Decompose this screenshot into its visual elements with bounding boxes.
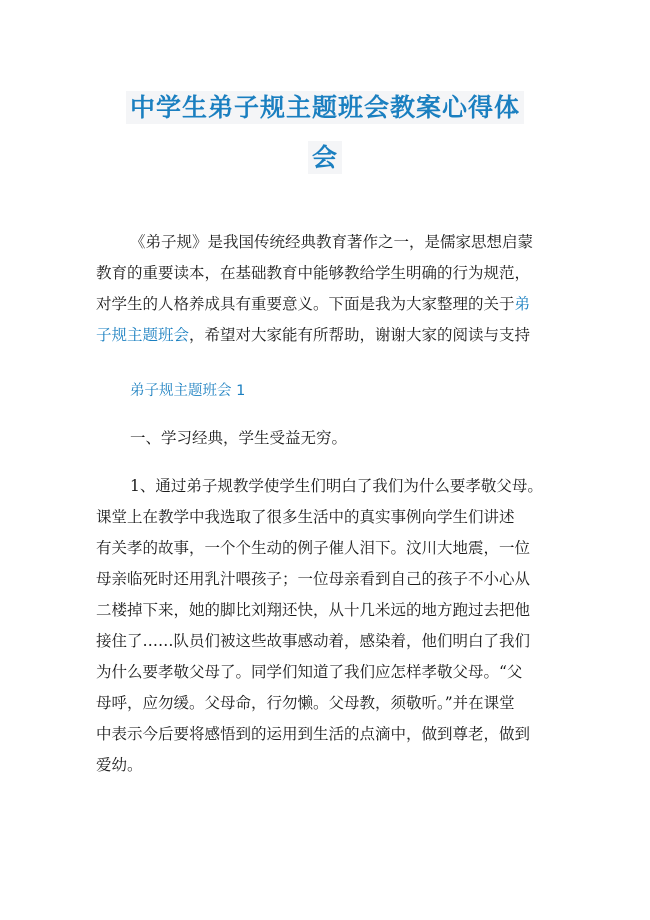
- paragraph-line: 母亲临死时还用乳汁喂孩子；一位母亲看到自己的孩子不小心从: [96, 570, 531, 588]
- document-title-line-2: [0, 138, 650, 178]
- intro-link-end[interactable]: 子规主题班会: [96, 326, 190, 344]
- intro-paragraph: [96, 227, 556, 351]
- section-heading[interactable]: 弟子规主题班会 1: [130, 383, 246, 399]
- document-title-line-1: [0, 88, 650, 128]
- intro-line: [96, 289, 556, 320]
- paragraph-line: 接住了……队员们被这些故事感动着，感染着，他们明白了我们: [96, 632, 531, 650]
- paragraph-line: 有关孝的故事，一个个生动的例子催人泪下。汶川大地震，一位: [96, 539, 531, 557]
- intro-text: 对学生的人格养成具有重要意义。下面是我为大家整理的关于: [96, 295, 515, 313]
- paragraph-line: 中表示今后要将感悟到的运用到生活的点滴中，做到尊老，做到: [96, 725, 531, 743]
- paragraph-line: 1、通过弟子规教学使学生们明白了我们为什么要孝敬父母。: [130, 477, 543, 495]
- intro-link-start[interactable]: 弟: [514, 295, 531, 313]
- intro-line: 教育的重要读本，在基础教育中能够教给学生明确的行为规范，: [96, 264, 531, 282]
- intro-line: 《弟子规》是我国传统经典教育著作之一，是儒家思想启蒙: [130, 233, 534, 251]
- intro-line: [96, 320, 556, 351]
- paragraph-line: 爱幼。: [96, 756, 143, 774]
- intro-text: ，希望对大家能有所帮助，谢谢大家的阅读与支持: [189, 326, 531, 344]
- paragraph-line: 母呼，应勿缓。父母命，行勿懒。父母教，须敬听。”并在课堂: [96, 694, 515, 712]
- paragraph-line: 二楼掉下来，她的脚比刘翔还快，从十几米远的地方跑过去把他: [96, 601, 531, 619]
- paragraph-one: [96, 471, 556, 781]
- paragraph-line: 为什么要孝敬父母了。同学们知道了我们应怎样孝敬父母。“父: [96, 663, 523, 681]
- heading-one: [130, 423, 590, 454]
- heading-line: 一、学习经典，学生受益无穷。: [130, 429, 348, 447]
- paragraph-line: 课堂上在教学中我选取了很多生活中的真实事例向学生们讲述: [96, 508, 515, 526]
- title-text-2: 会: [308, 141, 342, 174]
- title-text-1: 中学生弟子规主题班会教案心得体: [126, 91, 524, 124]
